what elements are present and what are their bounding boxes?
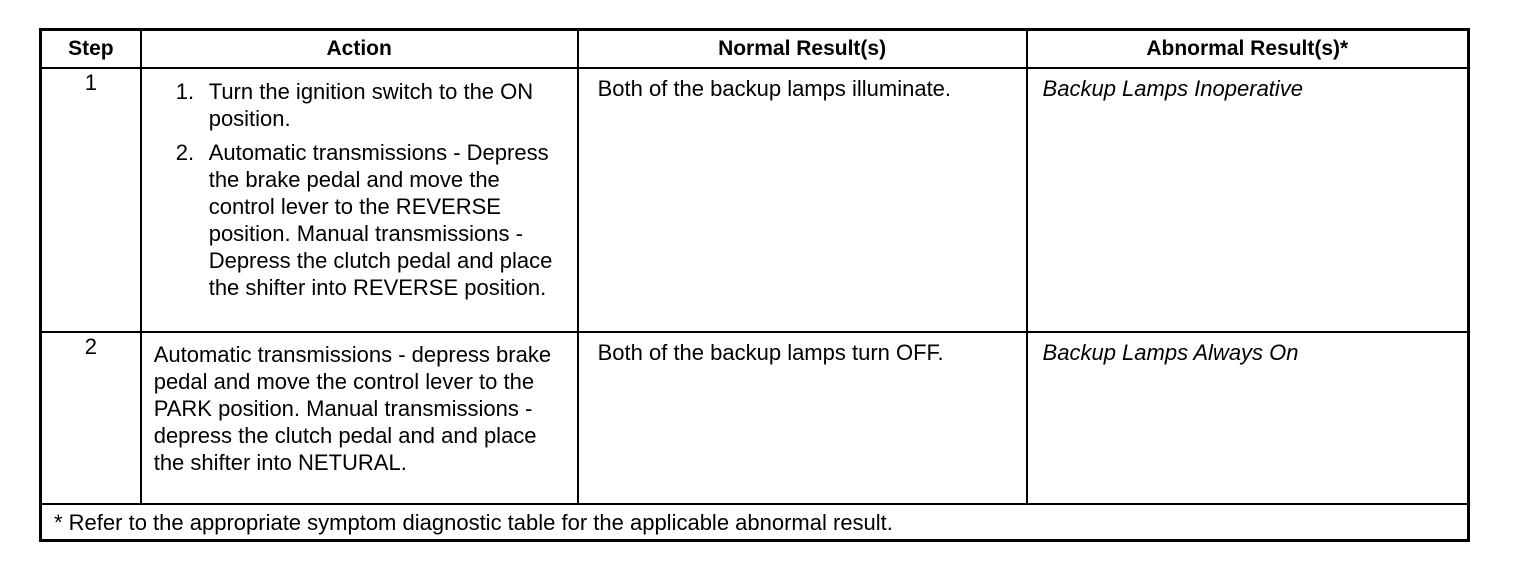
- action-step-text: Automatic transmissions - Depress the brake pedal and move the control lever to the REVERSE position. Manual transmissions - Depress the clutch pedal and place the shifter into REVERSE position.: [208, 140, 553, 300]
- action-step: [176, 139, 567, 301]
- normal-result-cell: [578, 68, 1027, 332]
- diagnostic-table: [39, 28, 1470, 542]
- action-step: [176, 78, 567, 132]
- step-number: 2: [41, 332, 141, 504]
- action-cell: [141, 68, 578, 332]
- normal-result-text: Both of the backup lamps illuminate.: [597, 76, 952, 101]
- table-row: [41, 332, 1469, 504]
- header-row: [41, 30, 1469, 69]
- action-step-number: 2.: [175, 140, 195, 165]
- action-cell: [141, 332, 578, 504]
- normal-result-cell: [578, 332, 1027, 504]
- header-step: Step: [41, 30, 141, 69]
- header-action: Action: [141, 30, 578, 69]
- action-step-list: [142, 69, 577, 314]
- normal-result-text: Both of the backup lamps turn OFF.: [597, 340, 944, 365]
- footnote-row: [41, 504, 1469, 541]
- action-text: Automatic transmissions - depress brake pedal and move the control lever to the PARK position. Manual transmissions - depress the clutch pedal and and place the shifter into NETURAL.: [153, 342, 552, 475]
- step-number: 1: [41, 68, 141, 332]
- action-step-text: Turn the ignition switch to the ON position.: [208, 79, 534, 131]
- header-normal-results: Normal Result(s): [578, 30, 1027, 69]
- header-abnormal-results: Abnormal Result(s)*: [1027, 30, 1469, 69]
- action-step-number: 1.: [175, 79, 195, 104]
- abnormal-result-cell: [1027, 332, 1469, 504]
- table-row: [41, 68, 1469, 332]
- footnote: * Refer to the appropriate symptom diagnostic table for the applicable abnormal result.: [41, 504, 1469, 541]
- abnormal-result-text: Backup Lamps Inoperative: [1042, 76, 1304, 101]
- abnormal-result-cell: [1027, 68, 1469, 332]
- abnormal-result-text: Backup Lamps Always On: [1042, 340, 1299, 365]
